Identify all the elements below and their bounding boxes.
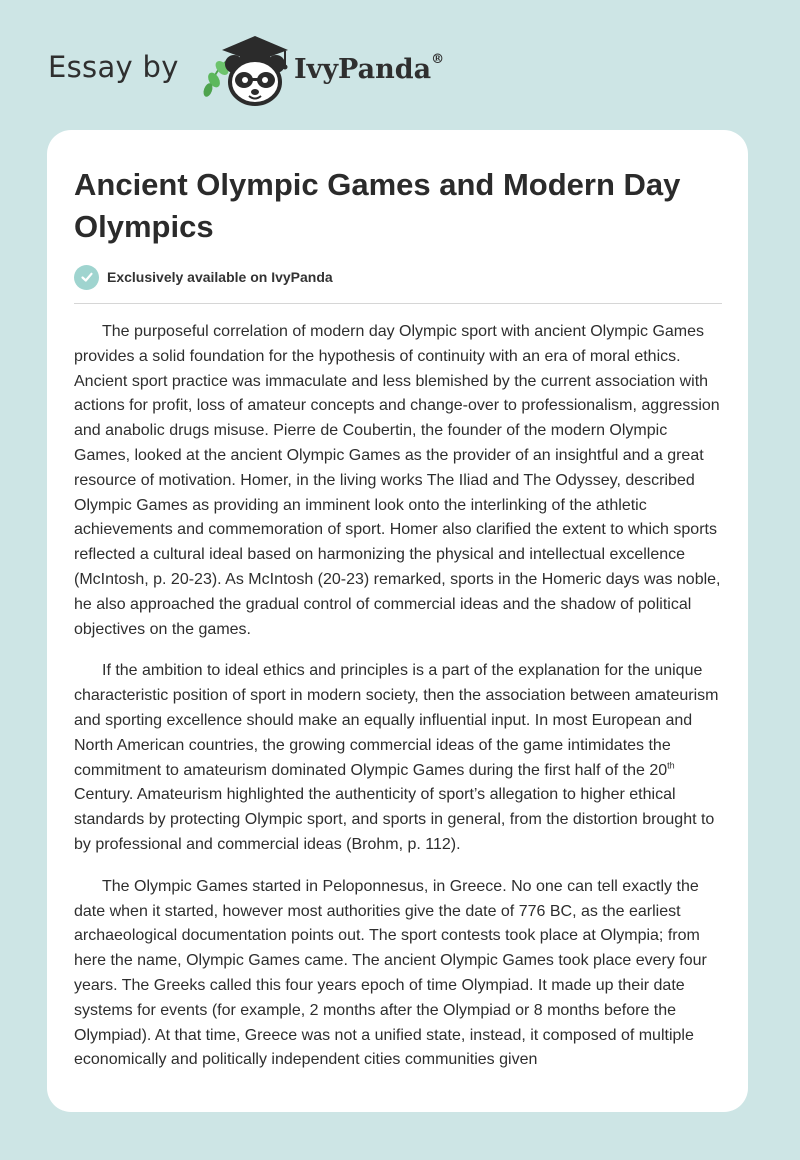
paragraph: The Olympic Games started in Peloponnesus, in Greece. No one can tell exactly the date when it started, however most authorities give the date of 776 BC, as the earliest archaeological documentation points out. The sport contests took place at Olympia; from here the name, Olympic Games came. The ancient Olympic Games took place every four years. The Greeks called this four years epoch of time Olympiad. It made up their date systems for events (for example, 2 months after the Olympiad or 8 months before the Olympiad). At that time, Greece was not a unified state, instead, it composed of multiple economically and politically independent cities communities given xyxy=(74,877,707,1069)
exclusive-badge xyxy=(74,264,333,290)
site-header-brand[interactable] xyxy=(48,30,488,110)
check-icon xyxy=(74,265,99,290)
brand-name: IvyPanda® xyxy=(294,52,445,85)
divider xyxy=(74,303,722,304)
panda-logo-icon xyxy=(200,30,300,110)
page-title: Ancient Olympic Games and Modern Day Olympics xyxy=(74,167,681,244)
brand-prefix: Essay by xyxy=(48,50,179,84)
superscript: th xyxy=(667,760,675,771)
registered-mark: ® xyxy=(431,52,445,67)
paragraph: The purposeful correlation of modern day Olympic sport with ancient Olympic Games provides a solid foundation for the hypothesis of continuity with an era of moral ethics. Ancient sport practice was immaculate and less blemished by the current association with actions for profit, loss of amateur concepts and change-over to professionalism, aggression and anabolic drugs misuse. Pierre de Coubertin, the founder of the modern Olympic Games, looked at the ancient Olympic Games as the provider of an insightful and a great resource of motivation. Homer, in the living works The Iliad and The Odyssey, described Olympic Games as providing an imminent look onto the interlinking of the athletic achievements and commemoration of sport. Homer also clarified the extent to which sports reflected a cultural ideal based on harmonizing the physical and intellectual excellence (McIntosh, p. 20-23). As McIntosh (20-23) remarked, sports in the Homeric days was noble, he also approached the gradual control of commercial ideas and the shadow of political objectives on the games. xyxy=(74,323,721,638)
essay-body xyxy=(74,320,724,1090)
essay-card xyxy=(47,130,748,1112)
badge-label: Exclusively available on IvyPanda xyxy=(107,269,333,285)
paragraph: If the ambition to ideal ethics and principles is a part of the explanation for the unique characteristic position of sport in modern society, then the association between amateurism and sporting excellence should make an equally influential input. In most European and North American countries, the growing commercial ideas of the game intimidates the commitment to amateurism dominated Olympic Games during the first half of the 20th Century. Amateurism highlighted the authenticity of sport’s allegation to higher ethical standards by protecting Olympic sport, and sports in general, from the distortion brought to by professional and commercial ideas (Brohm, p. 112). xyxy=(74,662,719,853)
